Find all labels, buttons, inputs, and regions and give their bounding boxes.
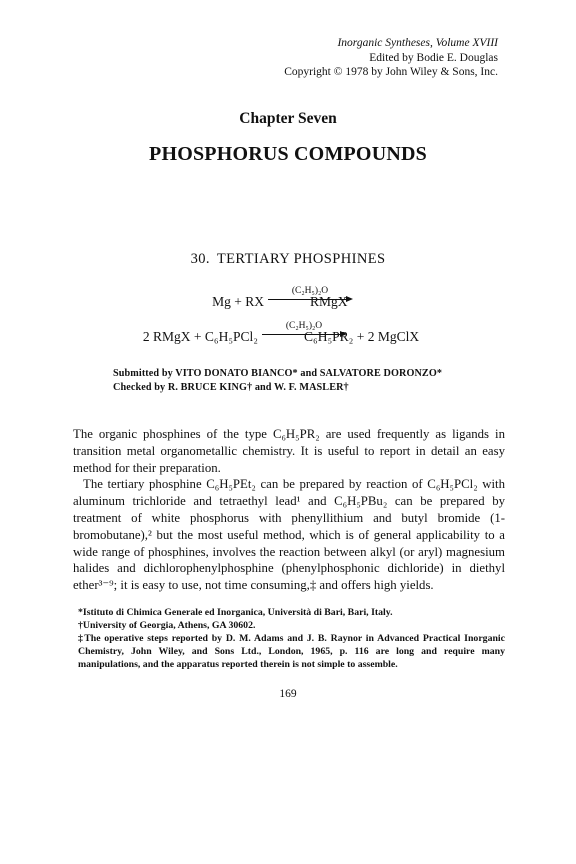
- footnote-2: †University of Georgia, Athens, GA 30602.: [78, 620, 256, 631]
- page-number: 169: [279, 688, 297, 700]
- series-title: Inorganic Syntheses, Volume XVIII: [337, 37, 498, 49]
- submission-credits: [113, 367, 442, 394]
- equation-1-reactants: Mg + RX: [212, 294, 264, 309]
- editor-line: Edited by Bodie E. Douglas: [369, 51, 498, 64]
- equation-1-products: RMgX: [310, 294, 348, 309]
- copyright-line: Copyright © 1978 by John Wiley & Sons, Inc.: [284, 66, 498, 78]
- section-title: TERTIARY PHOSPHINES: [216, 251, 386, 267]
- equation-2-products: C₆H₅PR₂ + 2 MgClX: [304, 329, 420, 344]
- checked-by: Checked by R. BRUCE KING† and W. F. MASLER†: [113, 381, 349, 393]
- footnotes: [73, 606, 505, 671]
- body-text: [73, 426, 505, 594]
- submitted-by: Submitted by VITO DONATO BIANCO* and SALVATORE DORONZO*: [113, 368, 443, 379]
- equation-2-condition: (C₂H₅)₂O: [285, 321, 323, 331]
- section-heading: [0, 251, 576, 268]
- equation-1-condition: (C₂H₅)₂O: [291, 286, 329, 296]
- equation-2-reactants: 2 RMgX + C₆H₅PCl₂: [142, 329, 258, 344]
- footnote-1: *Istituto di Chimica Generale ed Inorganica, Università di Bari, Bari, Italy.: [78, 607, 393, 618]
- footnote-3: ‡The operative steps reported by D. M. Adams and J. B. Raynor in Advanced Practical Inorganic Chemistry, John Wiley, and Sons Ltd., London, 1965, p. 116 are long and require many manipulations, and the apparatus reported therein is not simple to assemble.: [78, 633, 505, 670]
- chapter-title: PHOSPHORUS COMPOUNDS: [149, 143, 427, 165]
- chapter-label: Chapter Seven: [239, 110, 337, 127]
- running-header: [284, 36, 498, 80]
- section-number: 30.: [190, 251, 210, 267]
- paragraph-2: The tertiary phosphine C₆H₅PEt₂ can be prepared by reaction of C₆H₅PCl₂ with aluminum trichloride and tetraethyl lead¹ and C₆H₅PBu₂ can be prepared by treatment of white phosphorus with phenyllithium and butyl bromide (1-bromobutane),² but the most useful method, which is of general applicability to a wide range of phosphines, involves the reaction between alkyl (or aryl) magnesium halides and dichlorophenylphosphine (phenylphosphonic dichloride) in diethyl ether³⁻⁹; it is easy to use, not time consuming,‡ and offers high yields.: [73, 477, 505, 593]
- paragraph-1: The organic phosphines of the type C₆H₅PR₂ are used frequently as ligands in transition metal organometallic chemistry. It is useful to report in detail an easy method for their preparation.: [73, 427, 505, 475]
